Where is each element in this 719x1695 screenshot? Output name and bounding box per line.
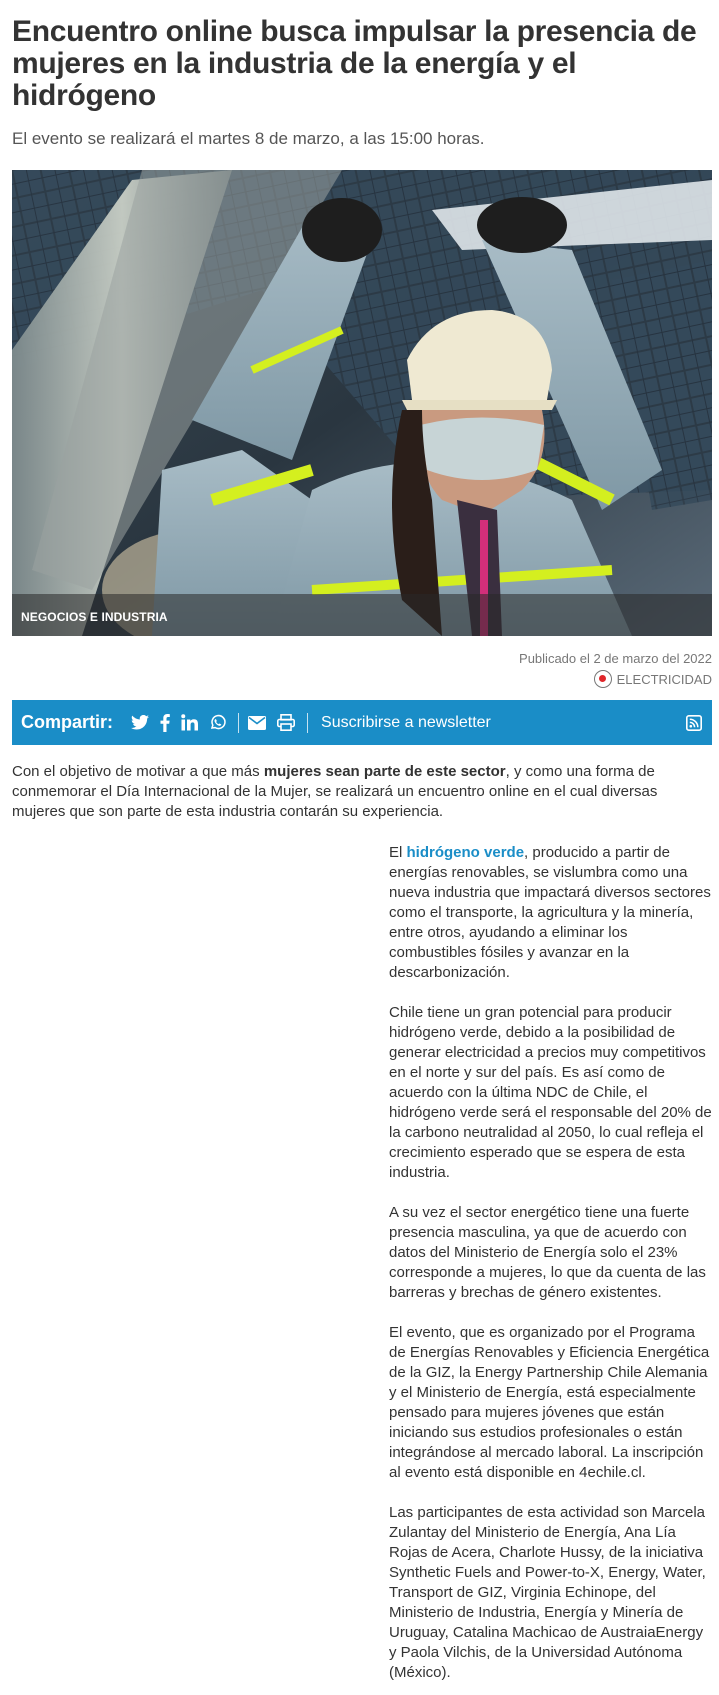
article-lead: Con el objetivo de motivar a que más mujeres sean parte de este sector, y como una forma de conmemorar el Día Internacional de la Mujer, se realizará un encuentro online en el cual diversas mujeres que son parte de esta industria contarán su experiencia. [12,763,658,820]
linkedin-icon[interactable] [181,711,198,735]
article-title: Encuentro online busca impulsar la presencia de mujeres en la industria de la energía y el hidrógeno [12,15,697,112]
body-paragraph: El evento, que es organizado por el Programa de Energías Renovables y Eficiencia Energética de la GIZ, la Energy Partnership Chile Alemania y el Ministerio de Energía, está especialmente pensado para mujeres jóvenes que están iniciando sus estudios profesionales o están integrándose al mercado laboral. La inscripción al evento está disponible en 4echile.cl. [389,1324,710,1481]
body-paragraph: Las participantes de esta actividad son Marcela Zulantay del Ministerio de Energía, Ana Lía Rojas de Acera, Charlote Hussy, de la iniciativa Synthetic Fuels and Power-to-X, Energy, Water, Transport de GIZ, Virginia Echinope, del Ministerio de Industria, Energía y Minería de Uruguay, Catalina Machicao de AustraiaEnergy y Paola Vilchis, de la Universidad Autónoma (México). [389,1504,706,1681]
email-icon[interactable] [248,711,266,735]
article-body [389,843,714,1695]
print-icon[interactable] [277,711,295,735]
electricity-icon [594,670,612,688]
facebook-icon[interactable] [160,711,170,735]
category-label: ELECTRICIDAD [616,671,712,687]
share-separator [238,713,239,733]
twitter-icon[interactable] [131,711,149,735]
publish-date: Publicado el 2 de marzo del 2022 [519,651,712,666]
newsletter-link[interactable]: Suscribirse a newsletter [321,713,491,731]
body-paragraph: El hidrógeno verde, producido a partir de energías renovables, se vislumbra como una nueva industria que impactará diversos sectores como el transporte, la agricultura y la minería, entre otros, ayudando a eliminar los combustibles fósiles y avanzar en la descarbonización. [389,844,711,981]
share-label: Compartir: [21,712,114,732]
hero-category-label[interactable]: NEGOCIOS E INDUSTRIA [21,610,168,624]
article-subtitle: El evento se realizará el martes 8 de marzo, a las 15:00 horas. [12,129,485,148]
lead-highlight: mujeres sean parte de este sector [263,763,506,780]
share-bar [12,700,712,745]
body-paragraph: A su vez el sector energético tiene una fuerte presencia masculina, ya que de acuerdo con datos del Ministerio de Energía solo el 23% corresponde a mujeres, lo que da cuenta de las barreras y brechas de género existentes. [389,1204,706,1301]
category-tag[interactable] [594,670,712,688]
body-paragraph: Chile tiene un gran potencial para producir hidrógeno verde, debido a la posibilidad de generar electricidad a precios muy competitivos en el norte y sur del país. Es así como de acuerdo con la última NDC de Chile, el hidrógeno verde será el responsable del 20% de la carbono neutralidad al 2050, lo cual refleja el crecimiento esperado que se espera de esta industria. [389,1004,712,1181]
green-hydrogen-link[interactable]: hidrógeno verde [406,844,525,861]
rss-icon[interactable] [686,715,702,736]
share-separator [307,713,308,733]
hero-image[interactable] [12,170,712,636]
hero-photo-illustration [12,170,712,636]
whatsapp-icon[interactable] [209,711,226,735]
